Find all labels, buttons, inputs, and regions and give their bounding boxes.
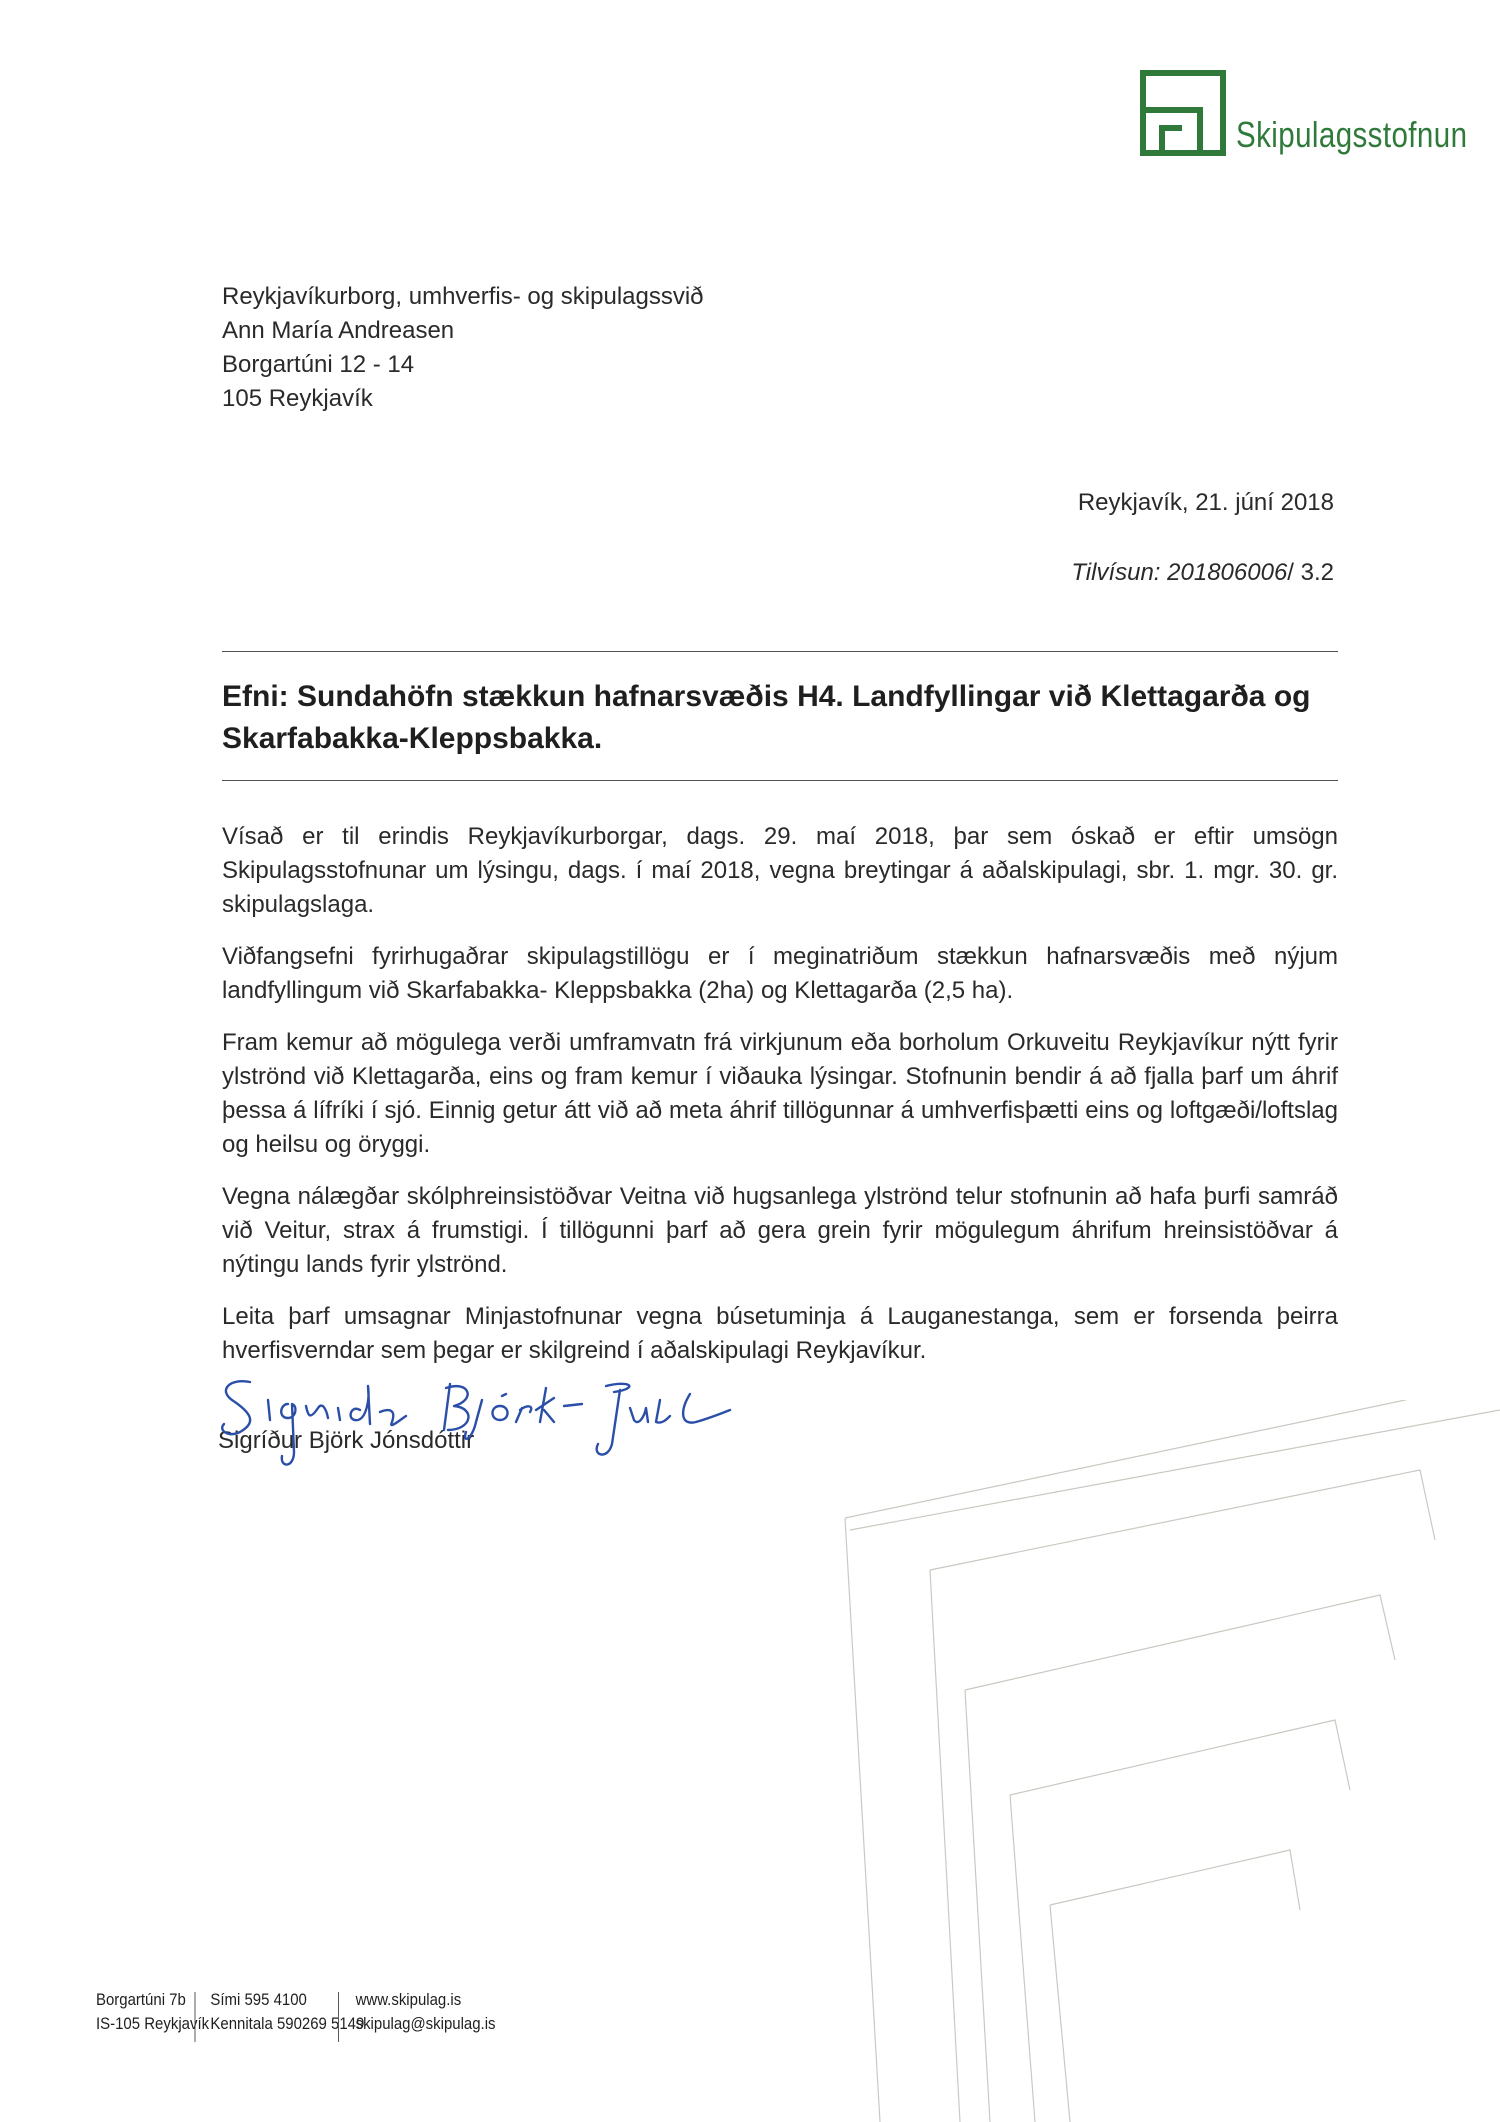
background-line-art [820,1400,1500,2122]
footer-divider [338,1992,339,2042]
recipient-address [222,280,704,416]
footer-address-line-2: IS-105 Reykjavík [96,2014,210,2033]
footer-address-line-1: Borgartúni 7b [96,1990,186,2009]
letter-date: Reykjavík, 21. júní 2018 [1077,489,1334,516]
logo-mark-icon [1140,70,1226,156]
logo-text: Skipulagsstofnun [1236,114,1468,155]
recipient-person: Ann María Andreasen [222,317,455,344]
reference-line [1071,556,1334,590]
recipient-street: Borgartúni 12 - 14 [222,351,415,378]
body-paragraph: Vísað er til erindis Reykjavíkurborgar, dags. 29. maí 2018, þar sem óskað er eftir umsögn Skipulagsstofnunar um lýsingu, dags. í maí 2018, vegna breytingar á aðalskipulagi, sbr. 1. mgr. 30. gr. skipulagslaga. [222,823,1338,918]
letter-body [222,820,1338,1386]
recipient-org: Reykjavíkurborg, umhverfis- og skipulagssvið [222,283,704,310]
footer-contact [210,1988,364,2036]
body-paragraph: Vegna nálægðar skólphreinsistöðvar Veitna við hugsanlega ylströnd telur stofnunin að hafa þurfi samráð við Veitur, strax á frumstigi. Í tillögunni þarf að gera grein fyrir mögulegum áhrifum hreinsistöðvar á nýtingu lands fyrir ylströnd. [222,1183,1338,1278]
signer-name: Sigríður Björk Jónsdóttir [218,1427,475,1454]
footer-address [96,1988,209,2036]
body-paragraph: Leita þarf umsagnar Minjastofnunar vegna búsetuminja á Lauganestanga, sem er forsenda þeirra hverfisverndar sem þegar er skilgreind í aðalskipulagi Reykjavíkur. [222,1303,1338,1364]
body-paragraph: Viðfangsefni fyrirhugaðrar skipulagstillögu er í meginatriðum stækkun hafnarsvæðis með nýjum landfyllingum við Skarfabakka- Kleppsbakka (2ha) og Klettagarða (2,5 ha). [222,943,1338,1004]
subject-heading [222,676,1338,760]
footer-web [356,1988,496,2036]
subject-line-2: Skarfabakka-Kleppsbakka. [222,722,603,755]
footer-website-link[interactable]: www.skipulag.is [355,1990,462,2009]
reference-suffix: / 3.2 [1287,559,1334,586]
footer-phone: Sími 595 4100 [210,1990,307,2009]
footer-kennitala: Kennitala 590269 5149 [210,2014,365,2033]
footer-divider [195,1992,196,2042]
handwritten-signature [210,1360,770,1490]
footer-email-link[interactable]: skipulag@skipulag.is [355,2014,496,2033]
recipient-city: 105 Reykjavík [222,385,373,412]
body-paragraph: Fram kemur að mögulega verði umframvatn frá virkjunum eða borholum Orkuveitu Reykjavíkur nýtt fyrir ylströnd við Klettagarða, eins og fram kemur í viðauka lýsingar. Stofnunin bendir á að fjalla þarf um áhrif þessa á lífríki í sjó. Einnig getur átt við að meta áhrif tillögunnar á umhverfisþætti eins og loftgæði/loftslag og heilsu og öryggi. [222,1029,1338,1158]
subject-top-divider [222,651,1338,652]
reference-number: 201806006 [1167,559,1288,586]
subject-line-1: Efni: Sundahöfn stækkun hafnarsvæðis H4. Landfyllingar við Klettagarða og [222,680,1311,713]
subject-bottom-divider [222,780,1338,781]
reference-label: Tilvísun: [1071,559,1161,586]
